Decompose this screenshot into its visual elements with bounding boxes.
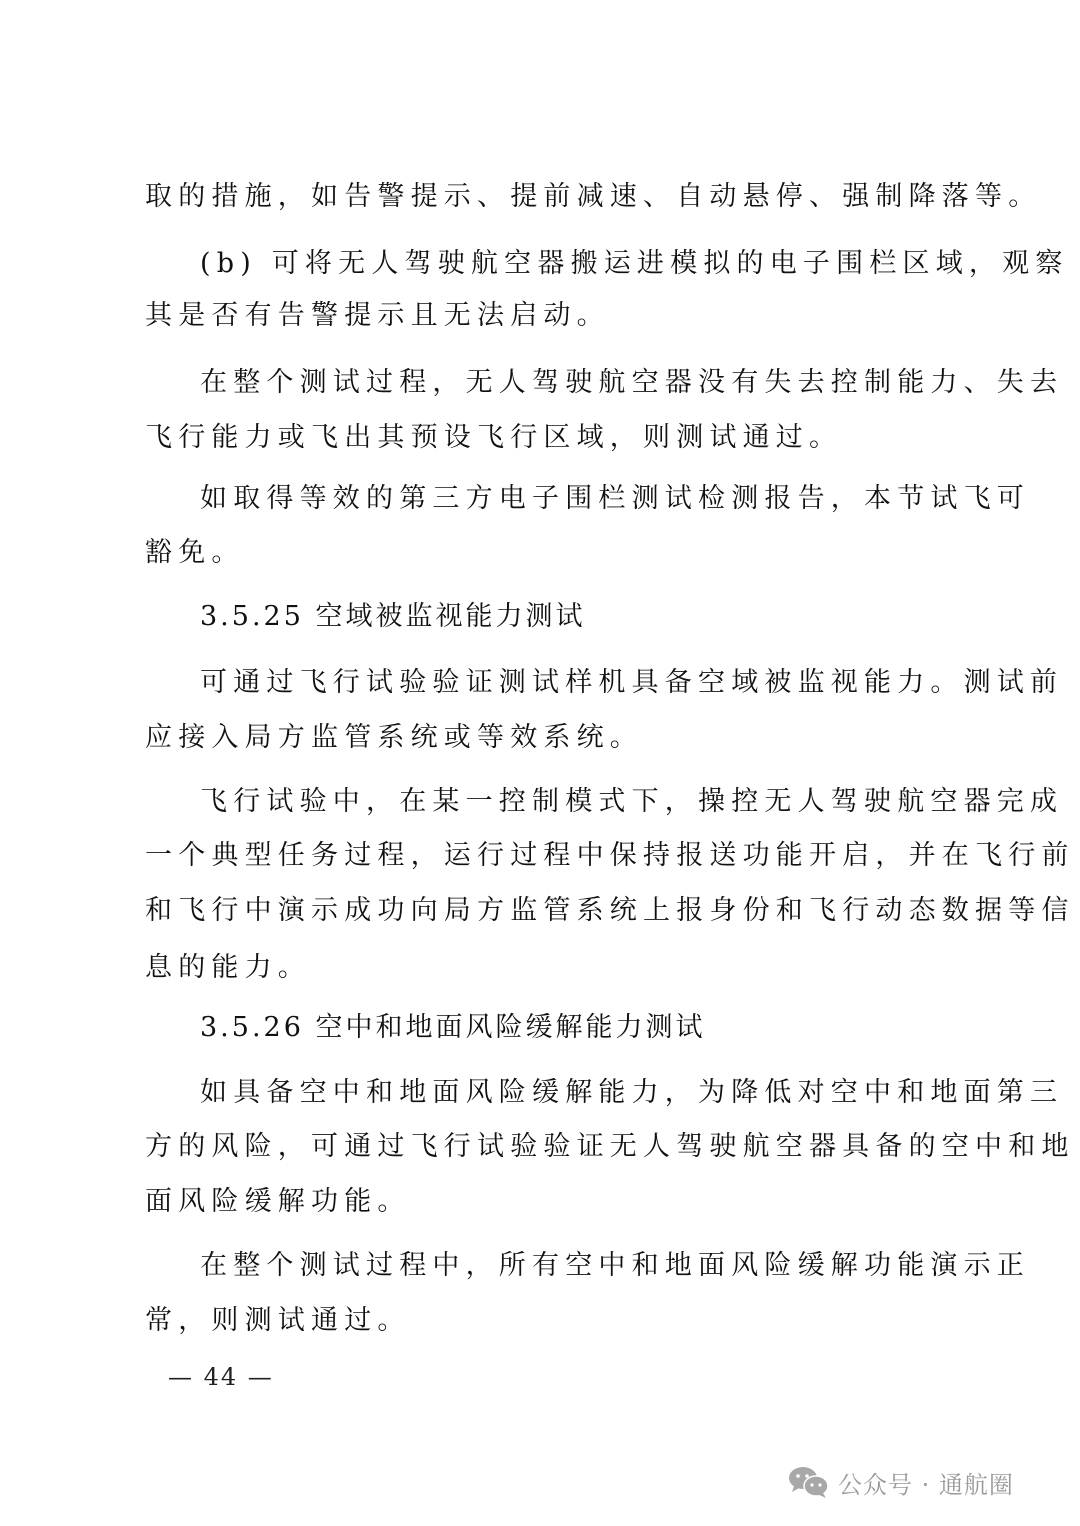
line-18: 在整个测试过程中，所有空中和地面风险缓解功能演示正 [200,1250,1030,1281]
line-15: 如具备空中和地面风险缓解能力，为降低对空中和地面第三 [200,1077,1064,1108]
line-4: 飞行能力或飞出其预设飞行区域，则测试通过。 [145,422,843,453]
section-heading-3-5-26: 3.5.26 空中和地面风险缓解能力测试 [200,1012,706,1043]
line-5: 如取得等效的第三方电子围栏测试检测报告，本节试飞可 [200,483,1030,514]
line-12: 和飞行中演示成功向局方监管系统上报身份和飞行动态数据等信 [145,895,1075,926]
watermark-text: 公众号 · 通航圈 [838,1470,1014,1499]
section-heading-3-5-25: 3.5.25 空域被监视能力测试 [200,601,586,632]
line-0: 取的措施，如告警提示、提前减速、自动悬停、强制降落等。 [145,181,1042,212]
line-8: 可通过飞行试验验证测试样机具备空域被监视能力。测试前 [200,667,1064,698]
line-13: 息的能力。 [145,952,311,983]
watermark [788,1465,1014,1499]
line-6: 豁免。 [145,537,245,568]
line-3: 在整个测试过程，无人驾驶航空器没有失去控制能力、失去 [200,367,1064,398]
line-19: 常，则测试通过。 [145,1305,411,1336]
wechat-icon [788,1465,830,1499]
page-number: — 44 — [168,1363,274,1391]
line-9: 应接入局方监管系统或等效系统。 [145,722,643,753]
line-1: (b) 可将无人驾驶航空器搬运进模拟的电子围栏区域，观察 [200,248,1069,279]
line-10: 飞行试验中，在某一控制模式下，操控无人驾驶航空器完成 [200,786,1064,817]
line-16: 方的风险，可通过飞行试验验证无人驾驶航空器具备的空中和地 [145,1131,1075,1162]
line-17: 面风险缓解功能。 [145,1186,411,1217]
line-2: 其是否有告警提示且无法启动。 [145,300,610,331]
line-11: 一个典型任务过程，运行过程中保持报送功能开启，并在飞行前 [145,840,1075,871]
